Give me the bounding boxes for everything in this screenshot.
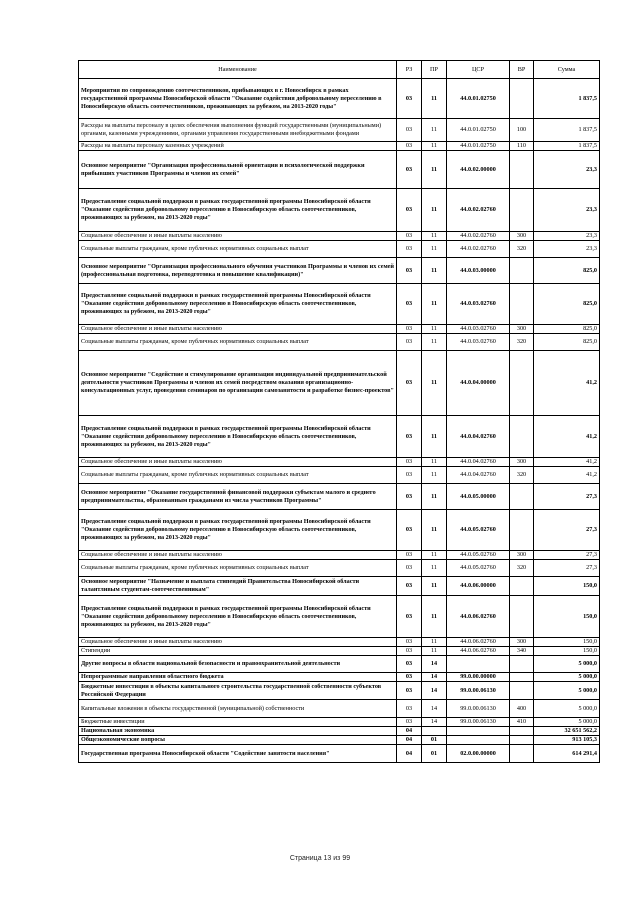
row-vr: 300 <box>510 458 534 467</box>
row-sum: 27,3 <box>534 510 600 551</box>
row-name: Непрограммные направления областного бюджета <box>79 673 397 682</box>
row-rz: 03 <box>397 79 422 119</box>
row-csr: 44.0.05.02760 <box>447 551 510 560</box>
row-csr: 99.0.00.00000 <box>447 673 510 682</box>
table-row <box>79 189 600 232</box>
table-row <box>79 577 600 596</box>
table-body <box>79 79 600 763</box>
row-csr: 44.0.03.02760 <box>447 334 510 351</box>
row-csr: 02.0.00.00000 <box>447 745 510 763</box>
row-csr: 44.0.04.00000 <box>447 351 510 416</box>
table-row <box>79 682 600 700</box>
row-vr <box>510 745 534 763</box>
row-vr: 300 <box>510 551 534 560</box>
row-csr: 44.0.05.00000 <box>447 484 510 510</box>
page-number: Страница 13 из 99 <box>289 855 351 862</box>
row-pr: 11 <box>422 647 447 656</box>
row-name: Стипендии <box>79 647 397 656</box>
row-csr: 44.0.06.02760 <box>447 638 510 647</box>
row-rz: 03 <box>397 596 422 638</box>
row-rz: 03 <box>397 560 422 577</box>
row-vr <box>510 151 534 189</box>
header-pr: ПР <box>422 61 447 79</box>
row-rz: 04 <box>397 727 422 736</box>
row-csr: 44.0.02.02760 <box>447 241 510 258</box>
row-sum: 1 837,5 <box>534 142 600 151</box>
table-row <box>79 700 600 718</box>
row-vr <box>510 351 534 416</box>
table-row <box>79 736 600 745</box>
row-sum: 41,2 <box>534 351 600 416</box>
row-name: Расходы на выплаты персоналу казенных учреждений <box>79 142 397 151</box>
row-rz: 03 <box>397 241 422 258</box>
row-pr: 11 <box>422 232 447 241</box>
row-name: Основное мероприятие "Организация профессионального обучения участников Программы и членов их семей (профессиональная подготовка, переподготовка и повышение квалификации)" <box>79 258 397 284</box>
row-sum: 5 000,0 <box>534 656 600 673</box>
row-name: Социальное обеспечение и иные выплаты населению <box>79 232 397 241</box>
header-vr: ВР <box>510 61 534 79</box>
row-pr: 11 <box>422 79 447 119</box>
row-rz: 03 <box>397 258 422 284</box>
header-name: Наименование <box>79 61 397 79</box>
row-name: Основное мероприятие "Организация профессиональной ориентации и психологической поддержки прибывших участников Программы и членов их семей" <box>79 151 397 189</box>
row-pr: 11 <box>422 258 447 284</box>
table-row <box>79 79 600 119</box>
budget-table <box>78 60 600 763</box>
row-pr: 11 <box>422 241 447 258</box>
row-vr <box>510 416 534 458</box>
row-rz: 03 <box>397 682 422 700</box>
row-pr: 01 <box>422 736 447 745</box>
row-vr: 340 <box>510 647 534 656</box>
table-row <box>79 119 600 142</box>
row-rz: 03 <box>397 577 422 596</box>
row-pr: 14 <box>422 700 447 718</box>
table-row <box>79 647 600 656</box>
row-name: Предоставление социальной поддержки в рамках государственной программы Новосибирской области "Оказание содействия добровольному переселению в Новосибирскую область соотечественников, проживающих за рубежом, на 2013-2020 годы" <box>79 284 397 325</box>
row-csr: 99.0.00.06130 <box>447 682 510 700</box>
row-pr: 14 <box>422 718 447 727</box>
row-csr <box>447 727 510 736</box>
row-vr <box>510 727 534 736</box>
row-name: Капитальные вложения в объекты государственной (муниципальной) собственности <box>79 700 397 718</box>
row-csr: 44.0.02.02760 <box>447 232 510 241</box>
row-vr: 300 <box>510 638 534 647</box>
row-name: Социальное обеспечение и иные выплаты населению <box>79 325 397 334</box>
table-row <box>79 416 600 458</box>
row-name: Общеэкономические вопросы <box>79 736 397 745</box>
row-name: Предоставление социальной поддержки в рамках государственной программы Новосибирской области "Оказание содействия добровольному переселению в Новосибирскую область соотечественников, проживающих за рубежом, на 2013-2020 годы" <box>79 189 397 232</box>
row-csr: 44.0.05.02760 <box>447 560 510 577</box>
row-name: Социальное обеспечение и иные выплаты населению <box>79 638 397 647</box>
table-row <box>79 151 600 189</box>
row-csr: 44.0.05.02760 <box>447 510 510 551</box>
row-sum: 23,3 <box>534 189 600 232</box>
row-rz: 03 <box>397 656 422 673</box>
row-vr: 110 <box>510 142 534 151</box>
row-name: Предоставление социальной поддержки в рамках государственной программы Новосибирской области "Оказание содействия добровольному переселению в Новосибирскую область соотечественников, проживающих за рубежом, на 2013-2020 годы" <box>79 416 397 458</box>
row-vr <box>510 510 534 551</box>
row-pr: 11 <box>422 119 447 142</box>
table-row <box>79 596 600 638</box>
row-name: Социальные выплаты гражданам, кроме публичных нормативных социальных выплат <box>79 467 397 484</box>
row-name: Основное мероприятие "Содействие и стимулирование организации индивидуальной предпринимательской деятельности участников Программы и членов их семей посредством оказания организационно-консультационных услуг, проведения семинаров по организации самозанятости и разработке бизнес-проектов" <box>79 351 397 416</box>
row-rz: 03 <box>397 638 422 647</box>
row-pr: 11 <box>422 510 447 551</box>
row-pr: 14 <box>422 682 447 700</box>
row-vr <box>510 258 534 284</box>
table-row <box>79 551 600 560</box>
row-rz: 03 <box>397 467 422 484</box>
row-csr: 44.0.04.02760 <box>447 458 510 467</box>
row-sum: 5 000,0 <box>534 718 600 727</box>
table-row <box>79 232 600 241</box>
row-rz: 03 <box>397 458 422 467</box>
row-sum: 825,0 <box>534 284 600 325</box>
row-sum: 23,3 <box>534 151 600 189</box>
row-name: Социальное обеспечение и иные выплаты населению <box>79 551 397 560</box>
table-row <box>79 351 600 416</box>
row-pr: 11 <box>422 151 447 189</box>
row-rz: 03 <box>397 673 422 682</box>
row-rz: 03 <box>397 647 422 656</box>
row-rz: 03 <box>397 151 422 189</box>
row-rz: 03 <box>397 189 422 232</box>
table-row <box>79 241 600 258</box>
row-rz: 03 <box>397 551 422 560</box>
row-pr <box>422 727 447 736</box>
row-sum: 5 000,0 <box>534 700 600 718</box>
row-pr: 14 <box>422 656 447 673</box>
row-vr <box>510 673 534 682</box>
row-vr: 300 <box>510 232 534 241</box>
table-row <box>79 727 600 736</box>
table-row <box>79 325 600 334</box>
row-rz: 03 <box>397 416 422 458</box>
table-row <box>79 284 600 325</box>
row-csr <box>447 736 510 745</box>
row-sum: 23,3 <box>534 241 600 258</box>
row-csr: 44.0.03.00000 <box>447 258 510 284</box>
row-vr: 320 <box>510 241 534 258</box>
row-name: Основное мероприятие "Назначение и выплата стипендий Правительства Новосибирской области талантливым студентам-соотечественникам" <box>79 577 397 596</box>
table-row <box>79 334 600 351</box>
row-vr <box>510 484 534 510</box>
row-sum: 150,0 <box>534 577 600 596</box>
row-csr: 44.0.02.00000 <box>447 151 510 189</box>
row-sum: 32 651 562,2 <box>534 727 600 736</box>
table-row <box>79 467 600 484</box>
row-vr <box>510 596 534 638</box>
header-rz: РЗ <box>397 61 422 79</box>
row-pr: 11 <box>422 334 447 351</box>
row-vr: 320 <box>510 334 534 351</box>
row-name: Предоставление социальной поддержки в рамках государственной программы Новосибирской области "Оказание содействия добровольному переселению в Новосибирскую область соотечественников, проживающих за рубежом, на 2013-2020 годы" <box>79 596 397 638</box>
row-rz: 03 <box>397 718 422 727</box>
row-pr: 11 <box>422 351 447 416</box>
row-pr: 11 <box>422 416 447 458</box>
row-name: Предоставление социальной поддержки в рамках государственной программы Новосибирской области "Оказание содействия добровольному переселению в Новосибирскую область соотечественников, проживающих за рубежом, на 2013-2020 годы" <box>79 510 397 551</box>
row-sum: 614 291,4 <box>534 745 600 763</box>
row-vr: 320 <box>510 560 534 577</box>
row-name: Социальное обеспечение и иные выплаты населению <box>79 458 397 467</box>
header-sum: Сумма <box>534 61 600 79</box>
row-csr: 44.0.01.02750 <box>447 119 510 142</box>
row-csr <box>447 656 510 673</box>
row-sum: 5 000,0 <box>534 682 600 700</box>
row-sum: 27,3 <box>534 560 600 577</box>
row-sum: 23,3 <box>534 232 600 241</box>
table-row <box>79 458 600 467</box>
row-vr <box>510 189 534 232</box>
row-name: Мероприятия по сопровождению соотечественников, прибывающих в г. Новосибирск в рамках государственной программы Новосибирской области "Оказание содействия добровольному переселению в Новосибирскую область соотечественников, проживающих за рубежом, на 2013-2020 годы" <box>79 79 397 119</box>
row-vr <box>510 736 534 745</box>
row-csr: 99.0.00.06130 <box>447 718 510 727</box>
row-rz: 03 <box>397 351 422 416</box>
row-sum: 1 837,5 <box>534 79 600 119</box>
row-name: Расходы на выплаты персоналу в целях обеспечения выполнения функций государственными (муниципальными) органами, казенными учреждениями, органами управления государственными внебюджетными фондами <box>79 119 397 142</box>
row-vr: 320 <box>510 467 534 484</box>
row-sum: 825,0 <box>534 334 600 351</box>
row-sum: 41,2 <box>534 416 600 458</box>
row-vr <box>510 656 534 673</box>
row-vr <box>510 79 534 119</box>
row-name: Основное мероприятие "Оказание государственной финансовой поддержки субъектам малого и среднего предпринимательства, образованным гражданами из числа участников Программы" <box>79 484 397 510</box>
row-sum: 150,0 <box>534 596 600 638</box>
row-vr: 410 <box>510 718 534 727</box>
table-row <box>79 560 600 577</box>
row-sum: 27,3 <box>534 484 600 510</box>
table-row <box>79 484 600 510</box>
row-csr: 44.0.01.02750 <box>447 79 510 119</box>
row-csr: 44.0.06.02760 <box>447 596 510 638</box>
row-vr: 400 <box>510 700 534 718</box>
row-pr: 14 <box>422 673 447 682</box>
row-csr: 44.0.01.02750 <box>447 142 510 151</box>
row-vr: 300 <box>510 325 534 334</box>
row-pr: 11 <box>422 560 447 577</box>
row-name: Социальные выплаты гражданам, кроме публичных нормативных социальных выплат <box>79 560 397 577</box>
table-row <box>79 510 600 551</box>
row-name: Государственная программа Новосибирской области "Содействие занятости населения" <box>79 745 397 763</box>
row-sum: 41,2 <box>534 458 600 467</box>
row-name: Социальные выплаты гражданам, кроме публичных нормативных социальных выплат <box>79 334 397 351</box>
row-sum: 150,0 <box>534 647 600 656</box>
row-pr: 11 <box>422 284 447 325</box>
row-pr: 01 <box>422 745 447 763</box>
row-vr <box>510 682 534 700</box>
row-sum: 825,0 <box>534 258 600 284</box>
table-row <box>79 258 600 284</box>
row-name: Бюджетные инвестиции в объекты капитального строительства государственной собственности субъектов Российской Федерации <box>79 682 397 700</box>
row-rz: 03 <box>397 484 422 510</box>
row-csr: 44.0.04.02760 <box>447 416 510 458</box>
table-row <box>79 638 600 647</box>
row-name: Другие вопросы в области национальной безопасности и правоохранительной деятельности <box>79 656 397 673</box>
row-pr: 11 <box>422 142 447 151</box>
header-csr: ЦСР <box>447 61 510 79</box>
row-rz: 04 <box>397 736 422 745</box>
row-name: Национальная экономика <box>79 727 397 736</box>
row-rz: 03 <box>397 284 422 325</box>
row-csr: 44.0.06.00000 <box>447 577 510 596</box>
row-name: Социальные выплаты гражданам, кроме публичных нормативных социальных выплат <box>79 241 397 258</box>
row-sum: 150,0 <box>534 638 600 647</box>
row-vr <box>510 577 534 596</box>
row-pr: 11 <box>422 638 447 647</box>
row-csr: 44.0.03.02760 <box>447 325 510 334</box>
row-rz: 03 <box>397 510 422 551</box>
table-row <box>79 718 600 727</box>
row-sum: 41,2 <box>534 467 600 484</box>
table-row <box>79 656 600 673</box>
row-csr: 44.0.02.02760 <box>447 189 510 232</box>
table-row <box>79 142 600 151</box>
table-row <box>79 673 600 682</box>
row-sum: 1 837,5 <box>534 119 600 142</box>
row-pr: 11 <box>422 458 447 467</box>
row-vr <box>510 284 534 325</box>
row-pr: 11 <box>422 467 447 484</box>
row-sum: 825,0 <box>534 325 600 334</box>
row-sum: 5 000,0 <box>534 673 600 682</box>
row-name: Бюджетные инвестиции <box>79 718 397 727</box>
row-pr: 11 <box>422 189 447 232</box>
row-vr: 100 <box>510 119 534 142</box>
row-pr: 11 <box>422 325 447 334</box>
row-pr: 11 <box>422 577 447 596</box>
row-pr: 11 <box>422 596 447 638</box>
row-csr: 99.0.00.06130 <box>447 700 510 718</box>
row-rz: 03 <box>397 325 422 334</box>
row-csr: 44.0.04.02760 <box>447 467 510 484</box>
row-rz: 04 <box>397 745 422 763</box>
row-csr: 44.0.03.02760 <box>447 284 510 325</box>
row-sum: 27,3 <box>534 551 600 560</box>
row-pr: 11 <box>422 484 447 510</box>
row-rz: 03 <box>397 119 422 142</box>
row-csr: 44.0.06.02760 <box>447 647 510 656</box>
row-rz: 03 <box>397 700 422 718</box>
row-pr: 11 <box>422 551 447 560</box>
table-row <box>79 745 600 763</box>
row-rz: 03 <box>397 232 422 241</box>
row-sum: 913 105,3 <box>534 736 600 745</box>
table-header-row <box>79 61 600 79</box>
row-rz: 03 <box>397 334 422 351</box>
row-rz: 03 <box>397 142 422 151</box>
